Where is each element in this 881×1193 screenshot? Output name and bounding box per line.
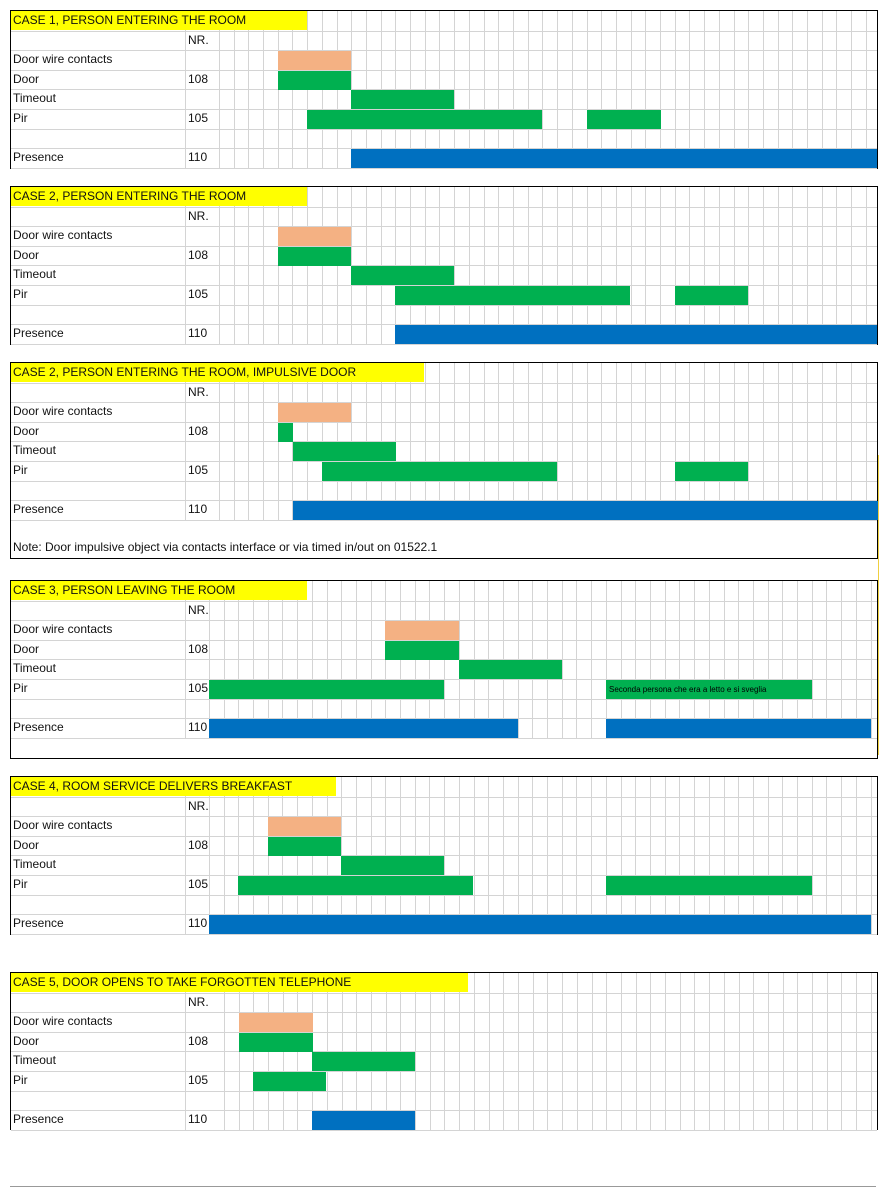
row-label-door: Door	[13, 424, 40, 438]
bar-presence	[606, 719, 871, 738]
bar-door	[278, 247, 351, 266]
bar-door-wire-contacts	[239, 1013, 313, 1032]
bar-door-wire-contacts	[268, 817, 341, 836]
object-number-door: 108	[188, 72, 209, 86]
object-number-presence: 110	[188, 1112, 208, 1126]
bar-presence	[351, 149, 877, 168]
bar-door	[278, 71, 351, 90]
grid-row-line	[11, 993, 877, 994]
row-label-door-wire-contacts: Door wire contacts	[13, 818, 113, 832]
row-label-pir: Pir	[13, 111, 28, 125]
row-label-door: Door	[13, 248, 40, 262]
row-label-door: Door	[13, 838, 40, 852]
bar-pir	[606, 680, 812, 699]
bar-presence	[209, 719, 518, 738]
object-number-presence: 110	[188, 326, 208, 340]
row-label-pir: Pir	[13, 681, 28, 695]
case-note: Note: Door impulsive object via contacts interface or via timed in/out on 01522.1	[13, 540, 438, 554]
nr-column-header: NR.	[188, 995, 209, 1009]
row-label-presence: Presence	[13, 502, 64, 516]
bar-door	[278, 423, 293, 442]
bar-pir	[675, 462, 748, 481]
nr-column-line	[185, 363, 186, 520]
grid-row-line	[11, 305, 877, 306]
grid-row-line	[11, 1032, 877, 1033]
bar-pir	[209, 680, 444, 699]
bar-pir	[675, 286, 748, 305]
object-number-door: 108	[188, 1034, 209, 1048]
grid-row-line	[11, 31, 877, 32]
nr-column-line	[185, 187, 186, 344]
row-label-presence: Presence	[13, 1112, 64, 1126]
object-number-door: 108	[188, 642, 209, 656]
row-label-timeout: Timeout	[13, 857, 56, 871]
object-number-pir: 105	[188, 463, 209, 477]
bar-door-wire-contacts	[278, 227, 351, 246]
bar-timeout	[351, 90, 454, 109]
row-label-door: Door	[13, 72, 40, 86]
pir-annotation: Seconda persona che era a letto e si sveglia	[609, 685, 767, 694]
object-number-door: 108	[188, 424, 209, 438]
bar-pir	[587, 110, 661, 129]
row-label-presence: Presence	[13, 150, 64, 164]
object-number-presence: 110	[188, 720, 208, 734]
bar-pir	[238, 876, 473, 895]
nr-column-header: NR.	[188, 603, 209, 617]
row-label-presence: Presence	[13, 916, 64, 930]
bar-door-wire-contacts	[278, 403, 351, 422]
page-edge-mark	[878, 455, 879, 755]
object-number-pir: 105	[188, 111, 209, 125]
case-title: CASE 2, PERSON ENTERING THE ROOM	[11, 187, 307, 206]
grid-row-line	[11, 383, 877, 384]
grid-row-line	[11, 481, 877, 482]
row-label-pir: Pir	[13, 1073, 28, 1087]
bar-pir	[307, 110, 542, 129]
nr-column-header: NR.	[188, 385, 209, 399]
object-number-pir: 105	[188, 877, 209, 891]
bar-timeout	[351, 266, 454, 285]
row-label-timeout: Timeout	[13, 91, 56, 105]
grid-row-line	[11, 1091, 877, 1092]
row-label-pir: Pir	[13, 463, 28, 477]
grid-row-line	[11, 70, 877, 71]
nr-column-line	[185, 581, 186, 738]
grid-row-line	[11, 601, 877, 602]
grid-row-line	[11, 226, 877, 227]
nr-column-header: NR.	[188, 33, 209, 47]
bar-presence	[395, 325, 877, 344]
nr-column-header: NR.	[188, 799, 209, 813]
grid-row-line	[11, 1110, 877, 1111]
footer-rule	[10, 1186, 876, 1187]
grid-row-line	[11, 1051, 877, 1052]
grid-row-line	[11, 520, 877, 521]
grid-row-line	[11, 1071, 877, 1072]
grid-row-line	[11, 836, 877, 837]
bar-timeout	[312, 1052, 415, 1071]
grid-row-line	[11, 797, 877, 798]
object-number-pir: 105	[188, 1073, 209, 1087]
case-title: CASE 5, DOOR OPENS TO TAKE FORGOTTEN TELEPHONE	[11, 973, 468, 992]
bar-timeout	[459, 660, 562, 679]
bar-timeout	[341, 856, 444, 875]
nr-column-line	[185, 11, 186, 168]
object-number-pir: 105	[188, 287, 209, 301]
nr-column-line	[185, 973, 186, 1130]
grid-row-line	[11, 129, 877, 130]
grid-row-line	[11, 168, 877, 169]
grid-row-line	[11, 422, 877, 423]
grid-row-line	[11, 1130, 877, 1131]
bar-door	[385, 641, 459, 660]
case-title: CASE 2, PERSON ENTERING THE ROOM, IMPULSIVE DOOR	[11, 363, 424, 382]
bar-presence	[312, 1111, 415, 1130]
case-3-panel	[10, 580, 878, 759]
bar-pir	[395, 286, 630, 305]
case-5-panel	[10, 972, 878, 1130]
row-label-pir: Pir	[13, 877, 28, 891]
bar-pir	[322, 462, 557, 481]
case-title: CASE 4, ROOM SERVICE DELIVERS BREAKFAST	[11, 777, 336, 796]
grid-row-line	[11, 246, 877, 247]
row-label-door-wire-contacts: Door wire contacts	[13, 228, 113, 242]
bar-door-wire-contacts	[278, 51, 351, 70]
grid-row-line	[11, 738, 877, 739]
row-label-pir: Pir	[13, 287, 28, 301]
row-label-presence: Presence	[13, 326, 64, 340]
row-label-door-wire-contacts: Door wire contacts	[13, 1014, 113, 1028]
grid-row-line	[11, 1012, 877, 1013]
bar-timeout	[293, 442, 396, 461]
object-number-presence: 110	[188, 916, 208, 930]
row-label-presence: Presence	[13, 720, 64, 734]
object-number-presence: 110	[188, 150, 208, 164]
object-number-door: 108	[188, 248, 209, 262]
grid-row-line	[11, 344, 877, 345]
grid-row-line	[11, 402, 877, 403]
row-label-door-wire-contacts: Door wire contacts	[13, 622, 113, 636]
case-title: CASE 1, PERSON ENTERING THE ROOM	[11, 11, 307, 30]
grid-row-line	[11, 855, 877, 856]
grid-row-line	[11, 207, 877, 208]
row-label-door: Door	[13, 1034, 40, 1048]
bar-door	[268, 837, 341, 856]
grid-row-line	[11, 895, 877, 896]
row-label-door: Door	[13, 642, 40, 656]
row-label-timeout: Timeout	[13, 661, 56, 675]
row-label-door-wire-contacts: Door wire contacts	[13, 52, 113, 66]
grid-row-line	[11, 441, 877, 442]
case-title: CASE 3, PERSON LEAVING THE ROOM	[11, 581, 307, 600]
grid-row-line	[11, 50, 877, 51]
grid-row-line	[11, 934, 877, 935]
grid-row-line	[11, 816, 877, 817]
row-label-timeout: Timeout	[13, 1053, 56, 1067]
grid-row-line	[11, 699, 877, 700]
bar-door-wire-contacts	[385, 621, 459, 640]
bar-presence	[209, 915, 871, 934]
row-label-timeout: Timeout	[13, 443, 56, 457]
bar-pir	[606, 876, 812, 895]
case-4-panel	[10, 776, 878, 935]
row-label-timeout: Timeout	[13, 267, 56, 281]
nr-column-header: NR.	[188, 209, 209, 223]
object-number-pir: 105	[188, 681, 209, 695]
object-number-door: 108	[188, 838, 209, 852]
object-number-presence: 110	[188, 502, 208, 516]
case-2-impulsive-panel	[10, 362, 878, 559]
nr-column-line	[185, 777, 186, 934]
bar-presence	[293, 501, 878, 520]
case-2-panel	[10, 186, 878, 345]
row-label-door-wire-contacts: Door wire contacts	[13, 404, 113, 418]
bar-door	[239, 1033, 313, 1052]
case-1-panel	[10, 10, 878, 169]
bar-pir	[253, 1072, 326, 1091]
